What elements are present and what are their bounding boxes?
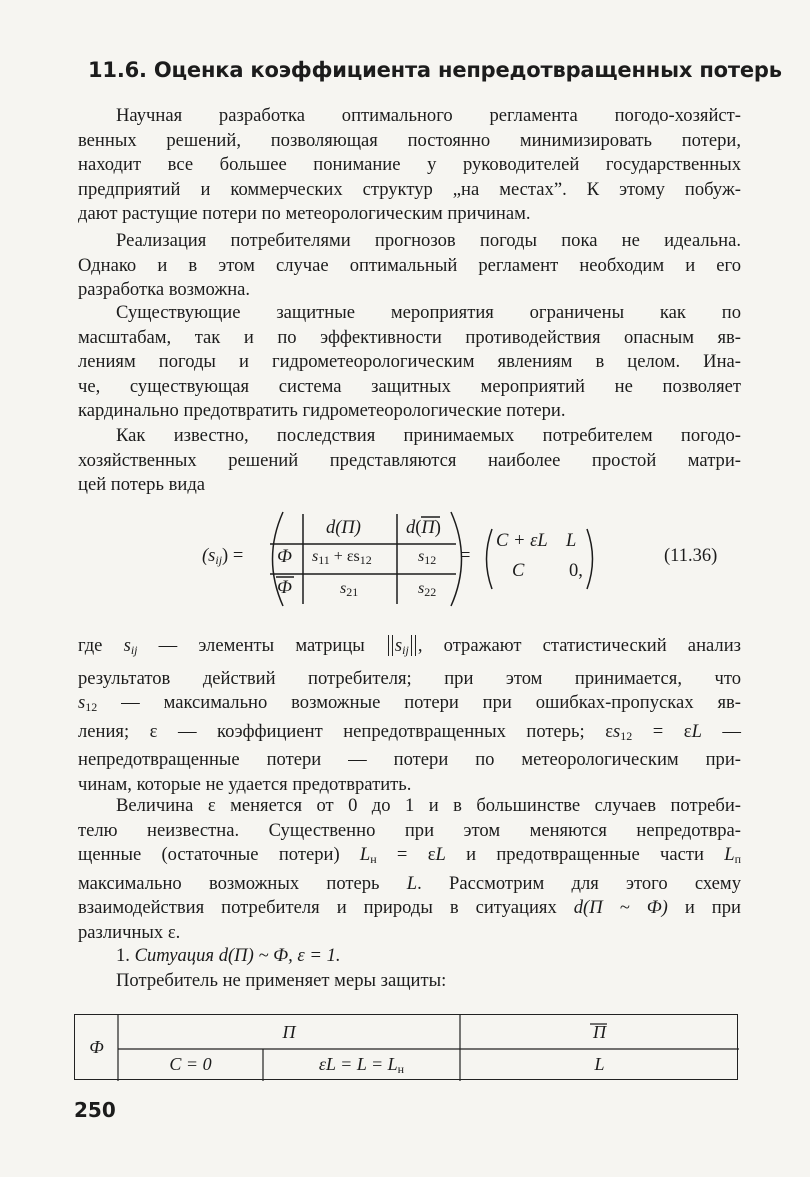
- text-line: предприятий и коммерческих структур „на местах”. К этому побуж-: [78, 178, 741, 200]
- text-line: находит все большее понимание у руководителей государственных: [78, 154, 741, 176]
- table-cell-el: $\varepsilon L = L = L_н$: [318, 1054, 405, 1076]
- text-line: лениям погоды и гидрометеорологическим явлениям в целом. Ина-: [78, 351, 741, 373]
- text-line: непредотвращенные потери — потери по метеорологическим при-: [78, 749, 741, 771]
- text-line: Реализация потребителями прогнозов погоды пока не идеальна.: [116, 230, 741, 251]
- matrix-header-d-pibar: d(П): [406, 518, 441, 538]
- matrix-cell-s11: $s_{11} + \varepsilon s_{12}$: [312, 548, 372, 567]
- text-line: чинам, которые не удается предотвратить.: [78, 773, 412, 795]
- situation-title: 1. Ситуация d(П) ~ Ф, ε = 1.: [116, 945, 341, 966]
- text-line: Однако и в этом случае оптимальный регламент необходим и его: [78, 254, 741, 276]
- paragraph-6: [78, 794, 741, 946]
- matrix-cell-s12: $s_{12}$: [418, 548, 437, 567]
- text-line: Научная разработка оптимального регламента погодо-хозяйст-: [116, 105, 741, 126]
- text-line: $s_{12}$ — максимально возможные потери при ошибках-пропусках яв-: [78, 692, 741, 715]
- text-line: разработка возможна.: [78, 279, 251, 301]
- result-cell-a: C + εL: [496, 531, 548, 551]
- text-line: ления; ε — коэффициент непредотвращенных потерь; $\varepsilon s_{12} = \varepsilon L$ —: [78, 720, 741, 743]
- paragraph-5: [78, 634, 741, 798]
- text-line: Существующие защитные мероприятия ограничены как по: [116, 302, 741, 323]
- result-cell-b: L: [566, 531, 577, 551]
- result-cell-c: C: [512, 561, 525, 581]
- section-heading: 11.6. Оценка коэффициента непредотвращенных потерь: [88, 58, 782, 82]
- result-cell-d: 0,: [569, 561, 583, 581]
- text-line: цей потерь вида: [78, 474, 206, 496]
- table-cell-l: L: [594, 1054, 605, 1074]
- situation-text: Потребитель не применяет меры защиты:: [116, 969, 447, 991]
- paragraph-2: [78, 229, 741, 303]
- table-head-pi: П: [282, 1022, 296, 1042]
- matrix-header-d-pi: d(П): [326, 518, 361, 538]
- text-line: телю неизвестна. Существенно при этом меняются непредотвра-: [78, 819, 741, 841]
- text-line: венных решений, позволяющая постоянно минимизировать потери,: [78, 129, 741, 151]
- equation-number: (11.36): [664, 546, 718, 566]
- matrix-cell-s21: $s_{21}$: [340, 580, 359, 599]
- matrix-cell-s22: $s_{22}$: [418, 580, 437, 599]
- paragraph-3: [78, 301, 741, 424]
- paragraph-4: [78, 424, 741, 498]
- text-line: результатов действий потребителя; при этом принимается, что: [78, 667, 741, 689]
- table-cell-c: C = 0: [169, 1054, 212, 1074]
- text-line: дают растущие потери по метеорологическим причинам.: [78, 203, 531, 225]
- paragraph-1: [78, 104, 741, 227]
- text-line: че, существующая система защитных мероприятий не позволяет: [78, 375, 741, 397]
- page-number: 250: [74, 1098, 116, 1122]
- table-head-pibar: П: [593, 1022, 606, 1042]
- text-line: максимально возможных потерь L. Рассмотрим для этого схему: [78, 872, 741, 894]
- text-line: взаимодействия потребителя и природы в ситуациях d(П ~ Ф) и при: [78, 897, 741, 919]
- situation-1: [78, 944, 741, 993]
- text-line: кардинально предотвратить гидрометеорологические потери.: [78, 400, 566, 422]
- equals-sign: =: [460, 546, 471, 566]
- table-row-label: Ф: [89, 1037, 104, 1057]
- text-line: Как известно, последствия принимаемых потребителем погодо-: [116, 425, 741, 446]
- matrix-row-label-phibar: Ф: [277, 578, 292, 598]
- text-line: Величина ε меняется от 0 до 1 и в большинстве случаев потреби-: [116, 795, 741, 816]
- text-line: хозяйственных решений представляются наиболее простой матри-: [78, 449, 741, 471]
- text-line: масштабам, так и по эффективности противодействия опасным яв-: [78, 326, 741, 348]
- text-line: щенные (остаточные потери) $L_н = \varepsilon L$ и предотвращенные части $L_п$: [78, 844, 741, 867]
- equation-lhs: $(s_{ij})$ =: [202, 546, 244, 567]
- situation-table: [74, 1014, 738, 1080]
- matrix-row-label-phi: Ф: [277, 547, 292, 567]
- text-line: где $s_{ij}$ — элементы матрицы $s_{ij}$ , отражают статистический анализ: [78, 635, 742, 657]
- text-line: различных ε.: [78, 921, 181, 943]
